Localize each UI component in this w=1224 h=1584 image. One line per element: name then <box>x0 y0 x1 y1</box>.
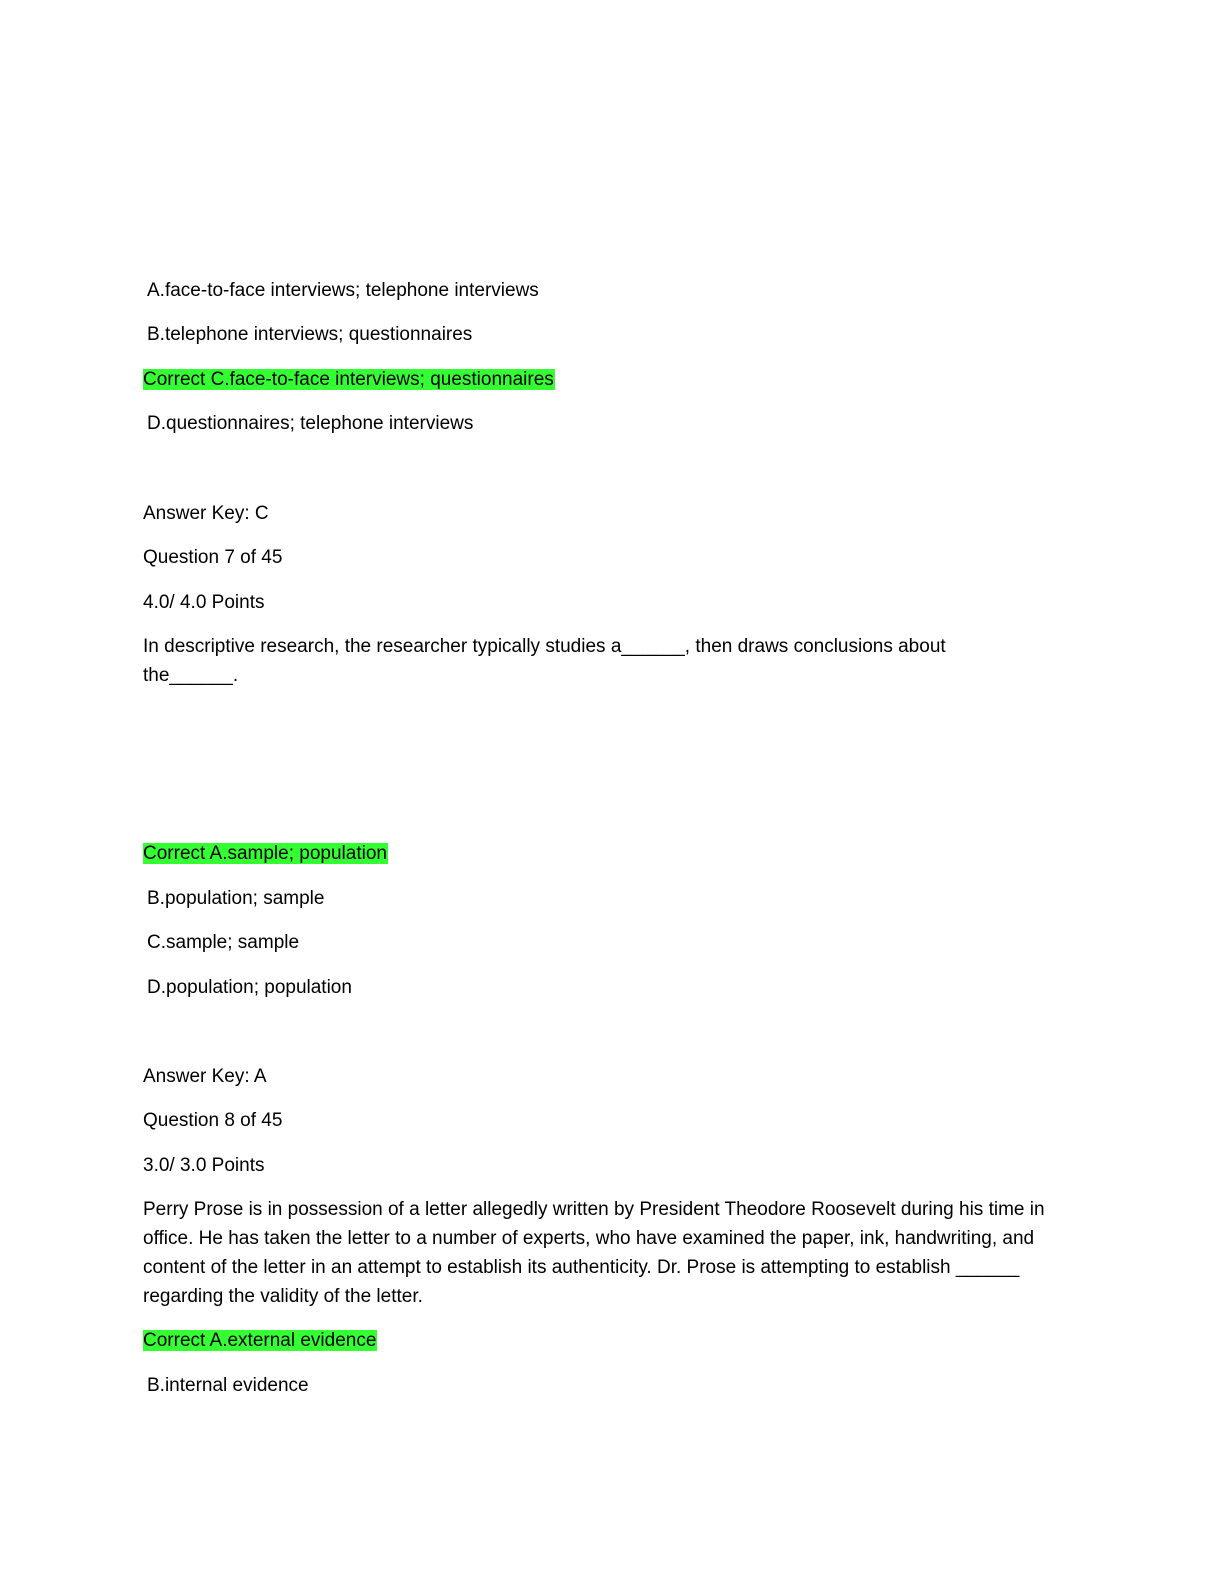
q7-answer-key: Answer Key: A <box>143 1066 267 1087</box>
q6-option-d: D.questionnaires; telephone interviews <box>147 413 474 434</box>
correct-highlight: Correct C.face-to-face interviews; questionnaires <box>143 369 554 390</box>
correct-highlight: Correct A.external evidence <box>143 1330 377 1351</box>
q6-option-b: B.telephone interviews; questionnaires <box>147 324 473 345</box>
q7-prompt: In descriptive research, the researcher typically studies a______, then draws conclusions about the______. <box>143 636 946 686</box>
q6-option-a: A.face-to-face interviews; telephone interviews <box>147 280 539 301</box>
correct-highlight: Correct A.sample; population <box>143 843 387 864</box>
q6-option-c-correct <box>143 365 555 394</box>
q8-prompt: Perry Prose is in possession of a letter allegedly written by President Theodore Roosevelt during his time in office. He has taken the letter to a number of experts, who have examined the paper, ink, handwriting, and content of the letter in an attempt to establish its authenticity. Dr. Prose is attempting to establish ______ regarding the validity of the letter. <box>143 1199 1045 1307</box>
q6-answer-key: Answer Key: C <box>143 503 269 524</box>
q7-option-d: D.population; population <box>147 977 352 998</box>
q7-option-a-correct <box>143 839 388 868</box>
q8-option-a-correct <box>143 1326 377 1355</box>
q7-option-c: C.sample; sample <box>147 932 300 953</box>
q7-header: Question 7 of 45 <box>143 547 283 568</box>
q8-points: 3.0/ 3.0 Points <box>143 1155 265 1176</box>
q7-points: 4.0/ 4.0 Points <box>143 592 265 613</box>
q7-option-b: B.population; sample <box>147 888 325 909</box>
q8-option-b: B.internal evidence <box>147 1375 309 1396</box>
q8-header: Question 8 of 45 <box>143 1110 283 1131</box>
